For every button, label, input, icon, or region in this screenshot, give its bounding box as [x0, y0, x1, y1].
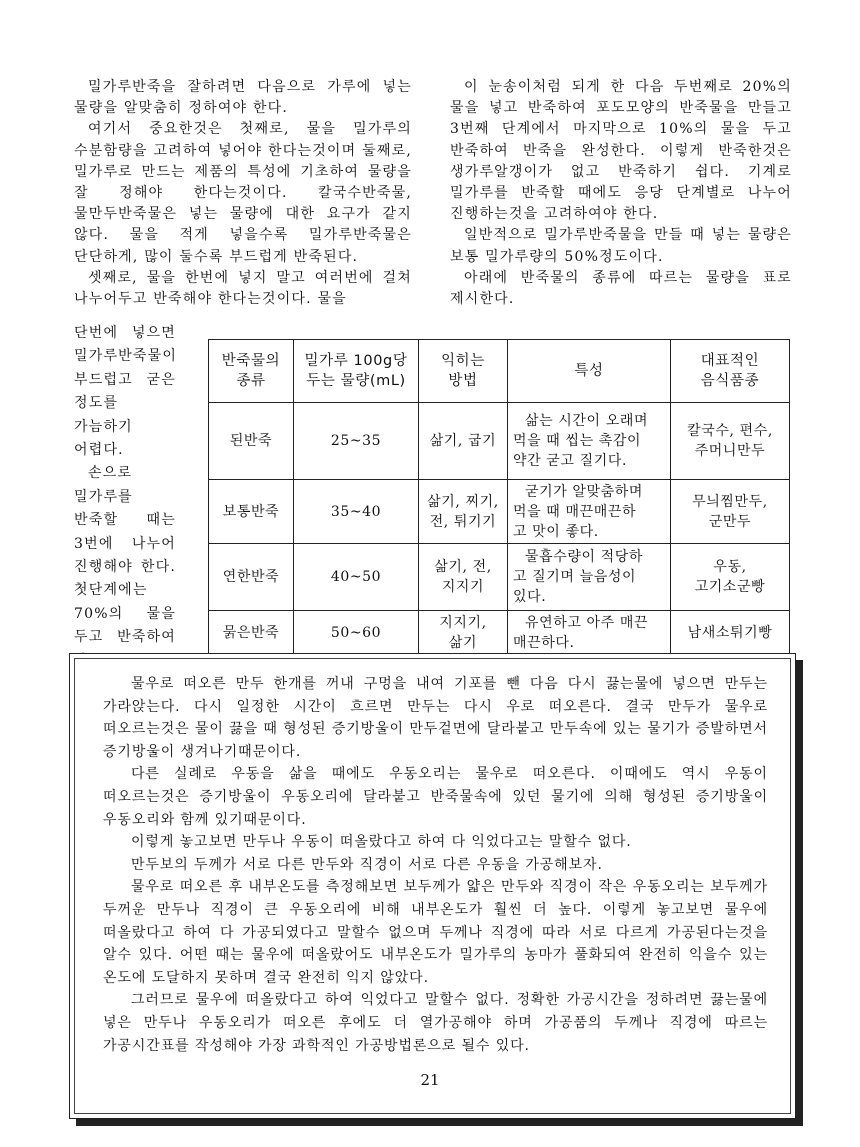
- paragraph: 물우로 떠오른 후 내부온도를 측정해보면 보두께가 얇은 만두와 직경이 작은 우동오리는 보두께가 두꺼운 만두나 직경이 큰 우동오리에 비해 내부온도가 훨씬 더 높다. 이렇게 놓고보면 물우에 떠올랐다고 하여 다 가공되였다고 말할수 없으며 두께나 직경에 따라 서로 다르게 가공된다는것을 알수 있다. 어떤 때는 물우에 떠올랐어도 내부온도가 밀가루의 농마가 풀화되여 완전히 익을수 있는 온도에 도달하지 못하며 결국 완전히 익지 않았다.: [103, 879, 768, 986]
- info-box-text: [103, 673, 768, 1057]
- paragraph: 일반적으로 밀가루반죽물을 만들 때 넣는 물량은 보통 밀가루량의 50%정도이다.: [450, 227, 792, 265]
- header-feature: 특성: [508, 340, 671, 403]
- cell-dough-type: 연한반죽: [209, 544, 294, 611]
- left-text-column: [74, 77, 412, 310]
- table-header-row: [209, 340, 790, 403]
- table-row: [209, 403, 790, 480]
- page-number: 21: [420, 1071, 440, 1089]
- paragraph: 그러므로 물우에 떠올랐다고 하여 익었다고 말할수 없다. 정확한 가공시간을 정하려면 끓는물에 넣은 만두나 우동오리가 떠오른 후에도 더 열가공해야 하며 가공품의 두께나 직경에 따르는 가공시간표를 작성해야 가장 과학적인 가공방법론으로 될수 있다.: [103, 992, 768, 1054]
- cell-cooking-method: 삶기, 전, 지지기: [419, 544, 508, 611]
- paragraph: 여기서 중요한것은 첫째로, 물을 밀가루의 수분함량을 고려하여 넣어야 한다는것이며 둘째로, 밀가루로 만드는 제품의 특성에 기초하여 물량을 잘 정해야 한다는것이다. 칼국수반죽물, 물만두반죽물은 넣는 물량에 대한 요구가 같지 않다. 물을 적게 넣을수록 밀가루반죽물은 단단하게, 많이 둘수록 부드럽게 반죽된다.: [74, 121, 412, 265]
- cell-water-amount: 35~40: [294, 480, 419, 544]
- cell-water-amount: 25~35: [294, 403, 419, 480]
- cell-feature: 물흡수량이 적당하 고 질기며 늘음성이 있다.: [508, 544, 671, 611]
- narrow-text-column: [74, 322, 176, 673]
- right-text-column: [450, 77, 792, 310]
- paragraph: 다른 실례로 우동을 삶을 때에도 우동오리는 물우로 떠오른다. 이때에도 역시 우동이 떠오르는것은 증기방울이 우동오리에 달라붙고 반죽물속에 있던 물기에 의해 형성된 증기방울이 우동오리와 함께 있기때문이다.: [103, 766, 768, 828]
- paragraph: 이렇게 놓고보면 만두나 우동이 떠올랐다고 하여 다 익었다고는 말할수 없다.: [131, 834, 632, 851]
- dough-water-table: [208, 339, 790, 656]
- cell-feature: 삶는 시간이 오래며 먹을 때 씹는 촉감이 약간 굳고 질기다.: [508, 403, 671, 480]
- cell-dough-type: 된반죽: [209, 403, 294, 480]
- table-row: [209, 480, 790, 544]
- cell-water-amount: 40~50: [294, 544, 419, 611]
- cell-cooking-method: 삶기, 찌기, 전, 튀기기: [419, 480, 508, 544]
- paragraph: 물우로 떠오른 만두 한개를 꺼내 구멍을 내여 기포를 뺀 다음 다시 끓는물에 넣으면 만두는 가라앉는다. 다시 일정한 시간이 흐르면 만두는 다시 우로 떠오른다. 결국 만두가 물우로 떠오르는것은 물이 끓을 때 형성된 증기방울이 만두겉면에 달라붙고 만두속에 있는 물기가 증발하면서 증기방울이 생겨나기때문이다.: [103, 676, 768, 760]
- cell-dishes: 무늬찜만두, 군만두: [671, 480, 790, 544]
- paragraph: 단번에 넣으면 밀가루반죽물이 부드럽고 굳은 정도를 가늠하기 어렵다.: [74, 325, 178, 459]
- cell-dough-type: 보통반죽: [209, 480, 294, 544]
- cell-dishes: 우동, 고기소군빵: [671, 544, 790, 611]
- paragraph: 밀가루반죽을 잘하려면 다음으로 가루에 넣는 물량을 알맞춤히 정하여야 한다.: [74, 79, 412, 117]
- cell-water-amount: 50~60: [294, 611, 419, 656]
- paragraph: 손으로 밀가루를 반죽할 때는 3번에 나누어 진행해야 한다. 첫단계에는 70%의 물을 두고 반죽하여: [74, 465, 176, 646]
- header-dishes: 대표적인 음식품종: [671, 340, 790, 403]
- paragraph: 만두보의 두께가 서로 다른 만두와 직경이 서로 다른 우동을 가공해보자.: [131, 856, 603, 873]
- paragraph: 이 눈송이처럼 되게 한 다음 두번째로 20%의 물을 넣고 반죽하여 포도모양의 반죽물을 만들고 3번째 단계에서 마지막으로 10%의 물을 두고 반죽하여 반죽을 완성한다. 이렇게 반죽한것은 생가루알갱이가 없고 반죽하기 쉽다. 기계로 밀가루를 반죽할 때에도 응당 단계별로 나누어 진행하는것을 고려하여야 한다.: [450, 79, 792, 223]
- cell-feature: 유연하고 아주 매끈 매끈하다.: [508, 611, 671, 656]
- paragraph: 아래에 반죽물의 종류에 따르는 물량을 표로 제시한다.: [450, 269, 792, 308]
- table-row: [209, 544, 790, 611]
- cell-cooking-method: 삶기, 굽기: [419, 403, 508, 480]
- cell-dishes: 남새소튀기빵: [671, 611, 790, 656]
- paragraph: 셋째로, 물을 한번에 넣지 말고 여러번에 걸쳐 나누어두고 반죽해야 한다는것이다. 물을: [74, 269, 412, 308]
- cell-dough-type: 묽은반죽: [209, 611, 294, 656]
- header-water-amount: 밀가루 100g당 두는 물량(mL): [294, 340, 419, 403]
- header-dough-type: 반죽물의 종류: [209, 340, 294, 403]
- cell-feature: 굳기가 알맞춤하며 먹을 때 매끈매끈하 고 맛이 좋다.: [508, 480, 671, 544]
- cell-dishes: 칼국수, 편수, 주머니만두: [671, 403, 790, 480]
- info-box: [69, 653, 796, 1119]
- table-row: [209, 611, 790, 656]
- cell-cooking-method: 지지기, 삶기: [419, 611, 508, 656]
- header-cooking-method: 익히는 방법: [419, 340, 508, 403]
